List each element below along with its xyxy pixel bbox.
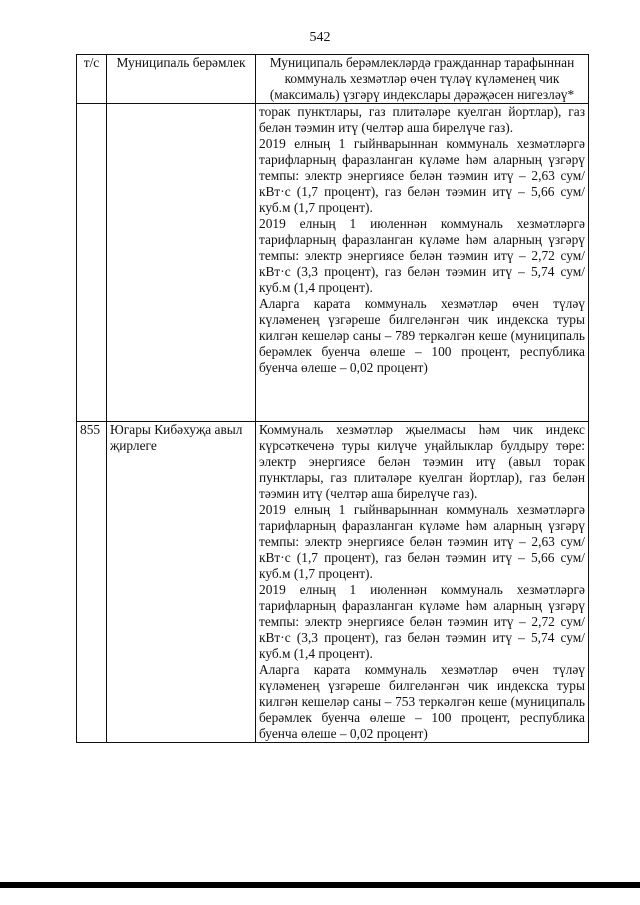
document-table (76, 54, 589, 743)
paragraph: Аларга карата коммуналь хезмәтләр өчен түләү күләменең үзгәреше билгеләнгән чик индекска туры килгән кешеләр саны – 789 теркәлгән кеше (муниципаль берәмлек буенча өлеше – 100 процент, республика буенча өлеше – 0,02 процент) (259, 296, 585, 375)
header-justification: Муниципаль берәмлекләрдә гражданнар тарафыннан коммуналь хезмәтләр өчен түләү күләменең чик (максималь) үзгәрү индекслары дәрәҗәсен нигезләү* (256, 55, 589, 104)
header-number: т/с (77, 55, 107, 104)
paragraph: 2019 елның 1 гыйнварыннан коммуналь хезмәтләргә тарифларның фаразланган күләме һәм аларның үзгәрү темпы: электр энергиясе белән тәэмин итү – 2,63 сум/кВт·с (1,7 процент), газ белән тәэмин итү – 5,66 сум/куб.м (1,7 процент). (259, 136, 585, 215)
table-row (77, 422, 589, 743)
page-number: 542 (309, 30, 331, 45)
paragraph: 2019 елның 1 гыйнварыннан коммуналь хезмәтләргә тарифларның фаразланган күләме һәм аларның үзгәрү темпы: электр энергиясе белән тәэмин итү – 2,63 сум/кВт·с (1,7 процент), газ белән тәэмин итү – 5,66 сум/куб.м (1,7 процент). (259, 502, 585, 581)
paragraph: 2019 елның 1 июленнән коммуналь хезмәтләргә тарифларның фаразланган күләме һәм аларның үзгәрү темпы: электр энергиясе белән тәэмин итү – 2,72 сум/кВт·с (3,3 процент), газ белән тәэмин итү – 5,74 сум/куб.м (1,4 процент). (259, 582, 585, 661)
table-row (77, 104, 589, 422)
row-justification (256, 104, 589, 422)
paragraph: Коммуналь хезмәтләр җыелмасы һәм чик индекс күрсәткеченә туры килүче уңайлыклар булдыру төре: электр энергиясе белән тәэмин итү (авыл торак пунктлары, газ плитәләре куелган йортлар), газ белән тәэмин итү (челтәр аша бирелүче газ). (259, 422, 585, 501)
paragraph: торак пунктлары, газ плитәләре куелган йортлар), газ белән тәэмин итү (челтәр аша бирелүче газ). (259, 104, 585, 135)
row-number: 855 (77, 422, 107, 743)
table-header-row (77, 55, 589, 104)
paragraph: 2019 елның 1 июленнән коммуналь хезмәтләргә тарифларның фаразланган күләме һәм аларның үзгәрү темпы: электр энергиясе белән тәэмин итү – 2,72 сум/кВт·с (3,3 процент), газ белән тәэмин итү – 5,74 сум/куб.м (1,4 процент). (259, 216, 585, 295)
row-justification (256, 422, 589, 743)
row-municipality: Югары Кибәхуҗа авыл җирлеге (107, 422, 256, 743)
header-municipality: Муниципаль берәмлек (107, 55, 256, 104)
row-number (77, 104, 107, 422)
paragraph: Аларга карата коммуналь хезмәтләр өчен түләү күләменең үзгәреше билгеләнгән чик индекска туры килгән кешеләр саны – 753 теркәлгән кеше (муниципаль берәмлек буенча өлеше – 100 процент, республика буенча өлеше – 0,02 процент) (259, 662, 585, 741)
scan-edge-bar (0, 882, 640, 888)
row-municipality (107, 104, 256, 422)
